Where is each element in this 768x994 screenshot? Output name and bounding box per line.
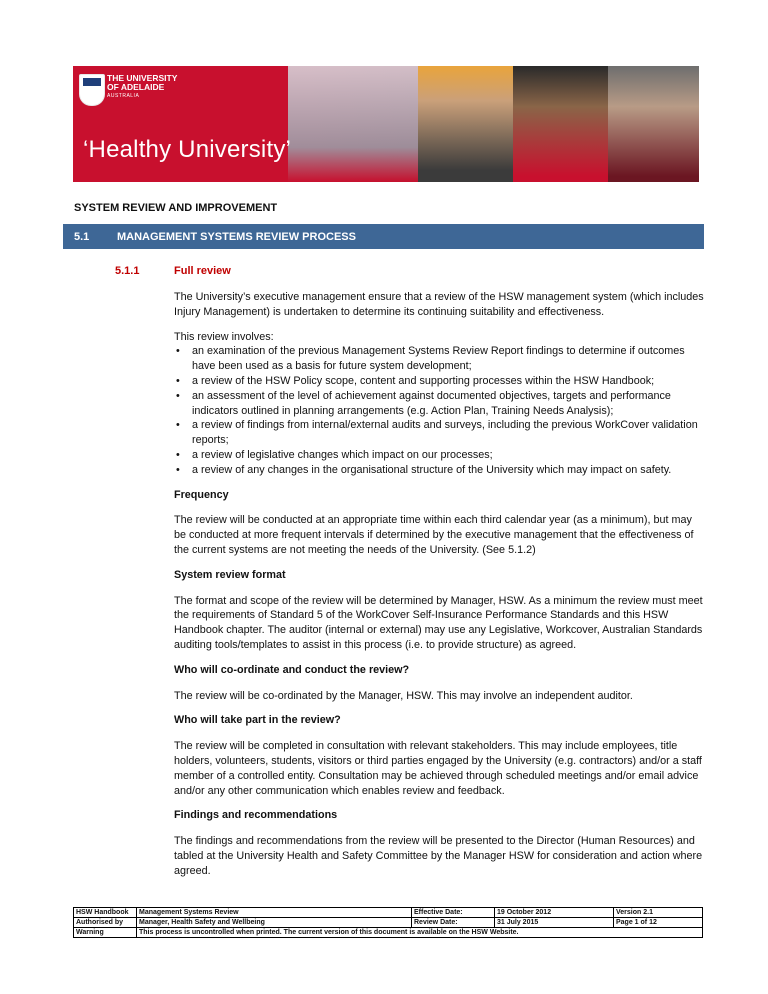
findings-heading: Findings and recommendations [174, 809, 338, 822]
footer-cell: Manager, Health Safety and Wellbeing [137, 918, 412, 928]
section-number: 5.1 [74, 231, 90, 243]
frequency-heading: Frequency [174, 488, 229, 501]
coordinate-paragraph: The review will be co-ordinated by the Manager, HSW. This may involve an independent auditor. [174, 689, 633, 702]
review-bullet-list [174, 344, 706, 477]
footer-cell: Effective Date: [412, 908, 495, 918]
footer-cell: 31 July 2015 [495, 918, 614, 928]
section-title-bar [63, 224, 704, 249]
participants-paragraph: The review will be completed in consultation with relevant stakeholders. This may include employees, title holders, volunteers, students, visitors or third parties engaged by the University (e.g. contractors) and/or a staff member of a controlled entity. Consultation may be achieved through scheduled meetings and/or email advice and/or any other communication which enables review and feedback. [174, 740, 702, 797]
header-banner [73, 66, 699, 182]
coordinate-heading: Who will co-ordinate and conduct the review? [174, 663, 410, 676]
list-item: • a review of the HSW Policy scope, content and supporting processes within the HSW Handbook; [174, 374, 706, 389]
subsection-number: 5.1.1 [115, 265, 140, 277]
banner-photo-worker [418, 66, 513, 182]
findings-paragraph: The findings and recommendations from the review will be presented to the Director (Human Resources) and tabled at the University Health and Safety Committee by the Manager HSW for consideration and action where agreed. [174, 835, 703, 877]
university-logo-text: THE UNIVERSITY OF ADELAIDE AUSTRALIA [107, 73, 178, 99]
list-item: • a review of legislative changes which impact on our processes; [174, 448, 706, 463]
subsection-title: Full review [174, 265, 231, 277]
page-section-heading: SYSTEM REVIEW AND IMPROVEMENT [74, 202, 278, 214]
footer-cell: Authorised by [74, 918, 137, 928]
table-row [74, 928, 703, 938]
document-body [174, 290, 706, 889]
footer-cell: Page 1 of 12 [614, 918, 703, 928]
section-title: MANAGEMENT SYSTEMS REVIEW PROCESS [117, 231, 356, 243]
banner-tagline: ‘Healthy University’ [83, 136, 292, 163]
list-item: • an assessment of the level of achievement against documented objectives, targets and performance indicators outlined in planning arrangements (e.g. Action Plan, Training Needs Analysis); [174, 389, 706, 419]
footer-warning-cell: This process is uncontrolled when printed. The current version of this document is available on the HSW Website. [137, 928, 703, 938]
footer-cell: Management Systems Review [137, 908, 412, 918]
participants-heading: Who will take part in the review? [174, 714, 341, 727]
list-item: • a review of findings from internal/external audits and surveys, including the previous WorkCover validation reports; [174, 418, 706, 448]
document-footer-table [73, 907, 703, 938]
frequency-paragraph: The review will be conducted at an appropriate time within each third calendar year (as a minimum), but may be conducted at more frequent intervals if determined by the executive management that the effectiveness of the current systems are not meeting the needs of the University. (See 5.1.2) [174, 514, 694, 556]
table-row [74, 908, 703, 918]
list-item: • an examination of the previous Management Systems Review Report findings to determine if outcomes have been used as a basis for future system development; [174, 344, 706, 374]
banner-photo-student [513, 66, 608, 182]
table-row [74, 918, 703, 928]
format-paragraph: The format and scope of the review will be determined by Manager, HSW. As a minimum the review must meet the requirements of Standard 5 of the WorkCover Self-Insurance Performance Standards and this HSW Handbook chapter. The auditor (internal or external) may use any Legislative, Workcover, Australian Standards auditing tools/templates to assist in this process (i.e. to provide structure) as agreed. [174, 594, 703, 651]
footer-cell: Version 2.1 [614, 908, 703, 918]
banner-photo-lab [288, 66, 418, 182]
format-heading: System review format [174, 568, 286, 581]
review-lead: This review involves: [174, 330, 274, 343]
university-crest-icon [79, 74, 105, 106]
footer-cell: 19 October 2012 [495, 908, 614, 918]
footer-cell: Warning [74, 928, 137, 938]
footer-cell: Review Date: [412, 918, 495, 928]
intro-paragraph: The University’s executive management ensure that a review of the HSW management system (which includes Injury Management) is undertaken to determine its continuing suitability and effectiveness. [174, 291, 704, 318]
banner-photo-researcher [608, 66, 699, 182]
list-item: • a review of any changes in the organisational structure of the University which may impact on safety. [174, 463, 706, 478]
footer-cell: HSW Handbook [74, 908, 137, 918]
